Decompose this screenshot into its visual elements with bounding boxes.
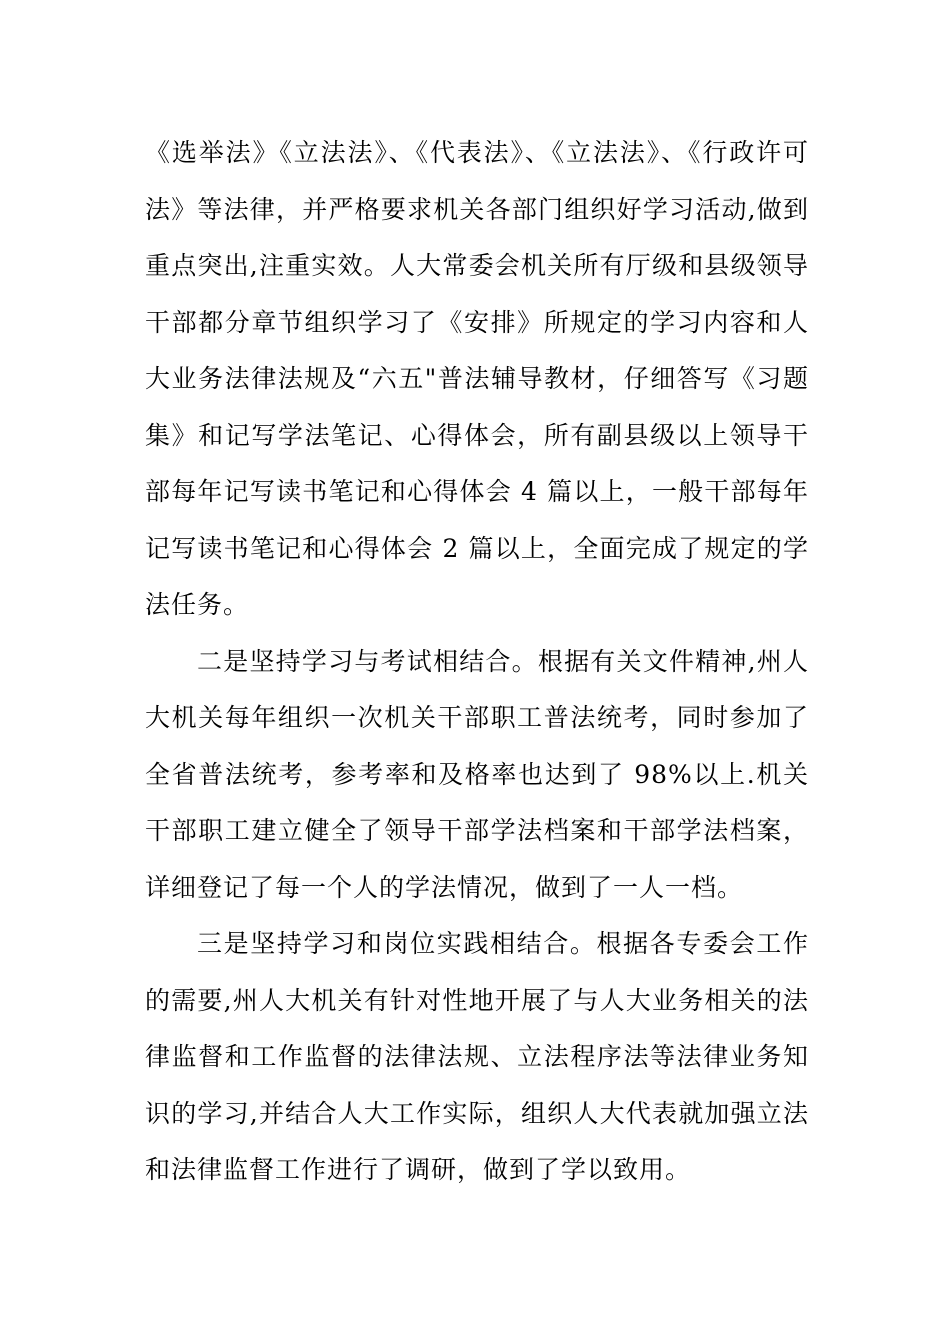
- paragraph-second-point: 二是坚持学习与考试相结合。根据有关文件精神,州人大机关每年组织一次机关干部职工普法统考，同时参加了全省普法统考，参考率和及格率也达到了 98%以上.机关干部职工建立健全了领导干部学法档案和干部学法档案，详细登记了每一个人的学法情况，做到了一人一档。: [145, 646, 809, 902]
- paragraph-continuation: 《选举法》《立法法》、《代表法》、《立法法》、《行政许可法》等法律，并严格要求机关各部门组织好学习活动,做到重点突出,注重实效。人大常委会机关所有厅级和县级领导干部都分章节组织学习了《安排》所规定的学习内容和人大业务法律法规及“六五"普法辅导教材，仔细答写《习题集》和记写学法笔记、心得体会，所有副县级以上领导干部每年记写读书笔记和心得体会 4 篇以上，一般干部每年记写读书笔记和心得体会 2 篇以上，全面完成了规定的学法任务。: [145, 138, 809, 619]
- document-body: [145, 125, 809, 1199]
- paragraph-third-point: 三是坚持学习和岗位实践相结合。根据各专委会工作的需要,州人大机关有针对性地开展了与人大业务相关的法律监督和工作监督的法律法规、立法程序法等法律业务知识的学习,并结合人大工作实际，组织人大代表就加强立法和法律监督工作进行了调研，做到了学以致用。: [145, 929, 809, 1184]
